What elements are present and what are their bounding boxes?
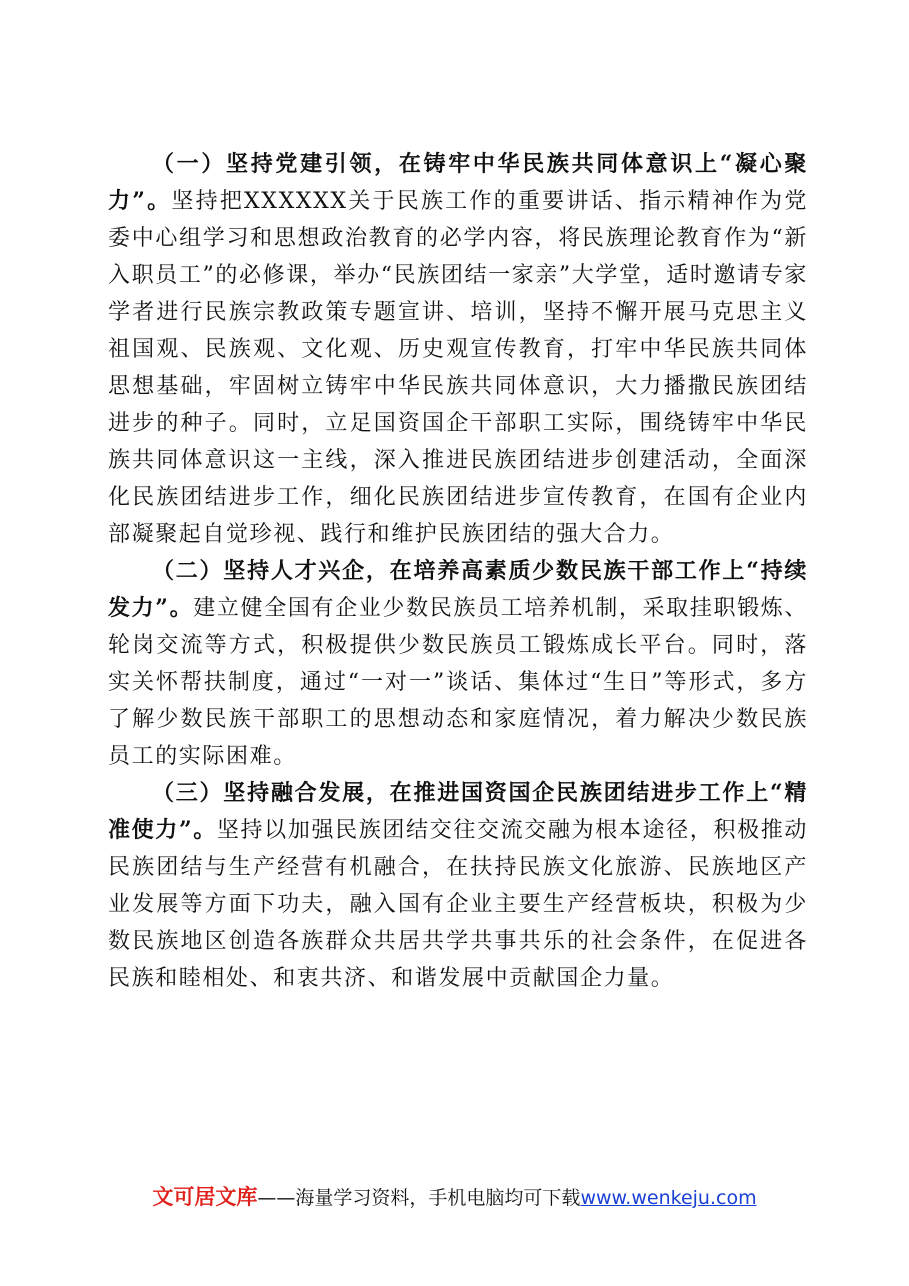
footer-site-link[interactable]: www.wenkeju.com	[580, 1187, 757, 1209]
footer-slogan: 海量学习资料，手机电脑均可下载	[295, 1187, 581, 1209]
paragraph-3-body: 坚持以加强民族团结交往交流交融为根本途径，积极推动民族团结与生产经营有机融合，在扶持民族文化旅游、民族地区产业发展等方面下功夫，融入国有企业主要生产经营板块，积极为少数民族地区创造各族群众共居共学共事共乐的社会条件，在促进各民族和睦相处、和衷共济、和谐发展中贡献国企力量。	[108, 818, 808, 991]
paragraph-3-heading: （三）坚持融合发展，在推进国资国企民族团结进步工作上“精准使力”。	[108, 780, 808, 843]
paragraph-1	[108, 146, 808, 553]
footer-dash: ——	[257, 1187, 296, 1209]
paragraph-3	[108, 775, 808, 997]
paragraph-1-heading: （一）坚持党建引领，在铸牢中华民族共同体意识上“凝心聚力”。	[108, 151, 808, 214]
footer-brand: 文可居文库	[152, 1185, 258, 1209]
paragraph-2	[108, 553, 808, 775]
paragraph-2-heading: （二）坚持人才兴企，在培养高素质少数民族干部工作上“持续发力”。	[108, 558, 808, 621]
paragraph-1-body: 坚持把XXXXXX关于民族工作的重要讲话、指示精神作为党委中心组学习和思想政治教育的必学内容，将民族理论教育作为“新入职员工”的必修课，举办“民族团结一家亲”大学堂，适时邀请专家学者进行民族宗教政策专题宣讲、培训，坚持不懈开展马克思主义祖国观、民族观、文化观、历史观宣传教育，打牢中华民族共同体思想基础，牢固树立铸牢中华民族共同体意识，大力播撒民族团结进步的种子。同时，立足国资国企干部职工实际，围绕铸牢中华民族共同体意识这一主线，深入推进民族团结进步创建活动，全面深化民族团结进步工作，细化民族团结进步宣传教育，在国有企业内部凝聚起自觉珍视、践行和维护民族团结的强大合力。	[108, 189, 808, 547]
page-footer	[0, 1183, 909, 1212]
document-body	[108, 146, 808, 997]
paragraph-2-body: 建立健全国有企业少数民族员工培养机制，采取挂职锻炼、轮岗交流等方式，积极提供少数民族员工锻炼成长平台。同时，落实关怀帮扶制度，通过“一对一”谈话、集体过“生日”等形式，多方了解少数民族干部职工的思想动态和家庭情况，着力解决少数民族员工的实际困难。	[108, 596, 808, 769]
